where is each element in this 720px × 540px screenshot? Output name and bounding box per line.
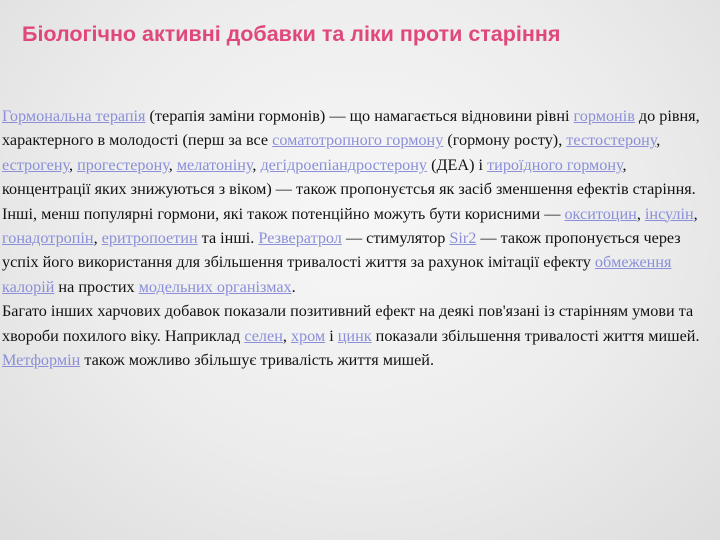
hyperlink[interactable]: естрогену xyxy=(2,155,69,174)
paragraph-text: , xyxy=(93,229,102,248)
hyperlink[interactable]: інсулін xyxy=(644,204,694,223)
paragraph-text: , xyxy=(693,204,698,223)
hyperlink[interactable]: модельних організмах xyxy=(138,277,292,296)
hyperlink[interactable]: гонадотропін xyxy=(2,229,94,248)
paragraph-text: та інші. xyxy=(197,229,259,248)
hyperlink[interactable]: Резвератрол xyxy=(258,229,342,248)
hyperlink[interactable]: хром xyxy=(290,326,326,345)
hyperlink[interactable]: Метформін xyxy=(2,351,81,370)
hyperlink[interactable]: тестостерону xyxy=(566,131,657,150)
paragraph-text: , xyxy=(252,155,261,174)
slide-body xyxy=(2,104,718,372)
hyperlink[interactable]: мелатоніну xyxy=(176,155,253,174)
hyperlink[interactable]: окситоцин xyxy=(564,204,637,223)
paragraph-text: , xyxy=(282,326,291,345)
hyperlink[interactable]: соматотропного гормону xyxy=(272,131,444,150)
hyperlink[interactable]: еритропоетин xyxy=(101,229,198,248)
paragraph-text: Багато інших харчових добавок показали позитивний ефект на деякі пов'язані із старінням умови та хвороби похилого віку. Наприклад xyxy=(2,302,694,345)
hyperlink[interactable]: цинк xyxy=(337,326,372,345)
paragraph-text: , xyxy=(68,155,78,174)
hyperlink[interactable]: селен xyxy=(244,326,283,345)
paragraph-text: , xyxy=(656,131,661,150)
paragraph-text: також можливо збільшує тривалість життя мишей. xyxy=(80,351,435,370)
paragraph-text: , xyxy=(168,155,177,174)
hyperlink[interactable]: тироїдного гормону xyxy=(487,155,623,174)
slide-title: Біологічно активні добавки та ліки проти старіння xyxy=(22,22,561,46)
hyperlink[interactable]: обмеження калорій xyxy=(2,253,672,296)
paragraph-text: на простих xyxy=(54,277,139,296)
paragraph-text: . xyxy=(291,277,296,296)
hyperlink[interactable]: гормонів xyxy=(573,107,635,125)
paragraph-text: і xyxy=(325,326,338,345)
paragraph-text: показали збільшення тривалості життя мишей. xyxy=(371,326,700,345)
hyperlink[interactable]: Гормональна терапія xyxy=(2,107,146,125)
paragraph-text: (гормону росту), xyxy=(443,131,567,150)
paragraph-text: — стимулятор xyxy=(341,229,450,248)
paragraph-text: — також пропонується через успіх його використання для збільшення тривалості життя за рахунок імітації ефекту xyxy=(2,229,681,272)
paragraph-text: до рівня, характерного в молодості (перш за все xyxy=(2,107,700,150)
hyperlink[interactable]: прогестерону xyxy=(77,155,169,174)
paragraph-text: , xyxy=(636,204,645,223)
paragraph-text: , концентрації яких знижуються з віком) — також пропонуєтсья як засіб зменшення ефектів старіння. Інші, менш популярні гормони, які також потенційно можуть бути корисними — xyxy=(2,155,696,223)
hyperlink[interactable]: Sir2 xyxy=(449,229,477,248)
paragraph-hormone-therapy xyxy=(2,104,718,299)
hyperlink[interactable]: дегідроепіандростерону xyxy=(260,155,428,174)
paragraph-supplements xyxy=(2,299,718,372)
paragraph-text: (ДЕА) і xyxy=(427,155,488,174)
paragraph-text: (терапія заміни гормонів) — що намагається відновини рівні xyxy=(145,107,574,125)
